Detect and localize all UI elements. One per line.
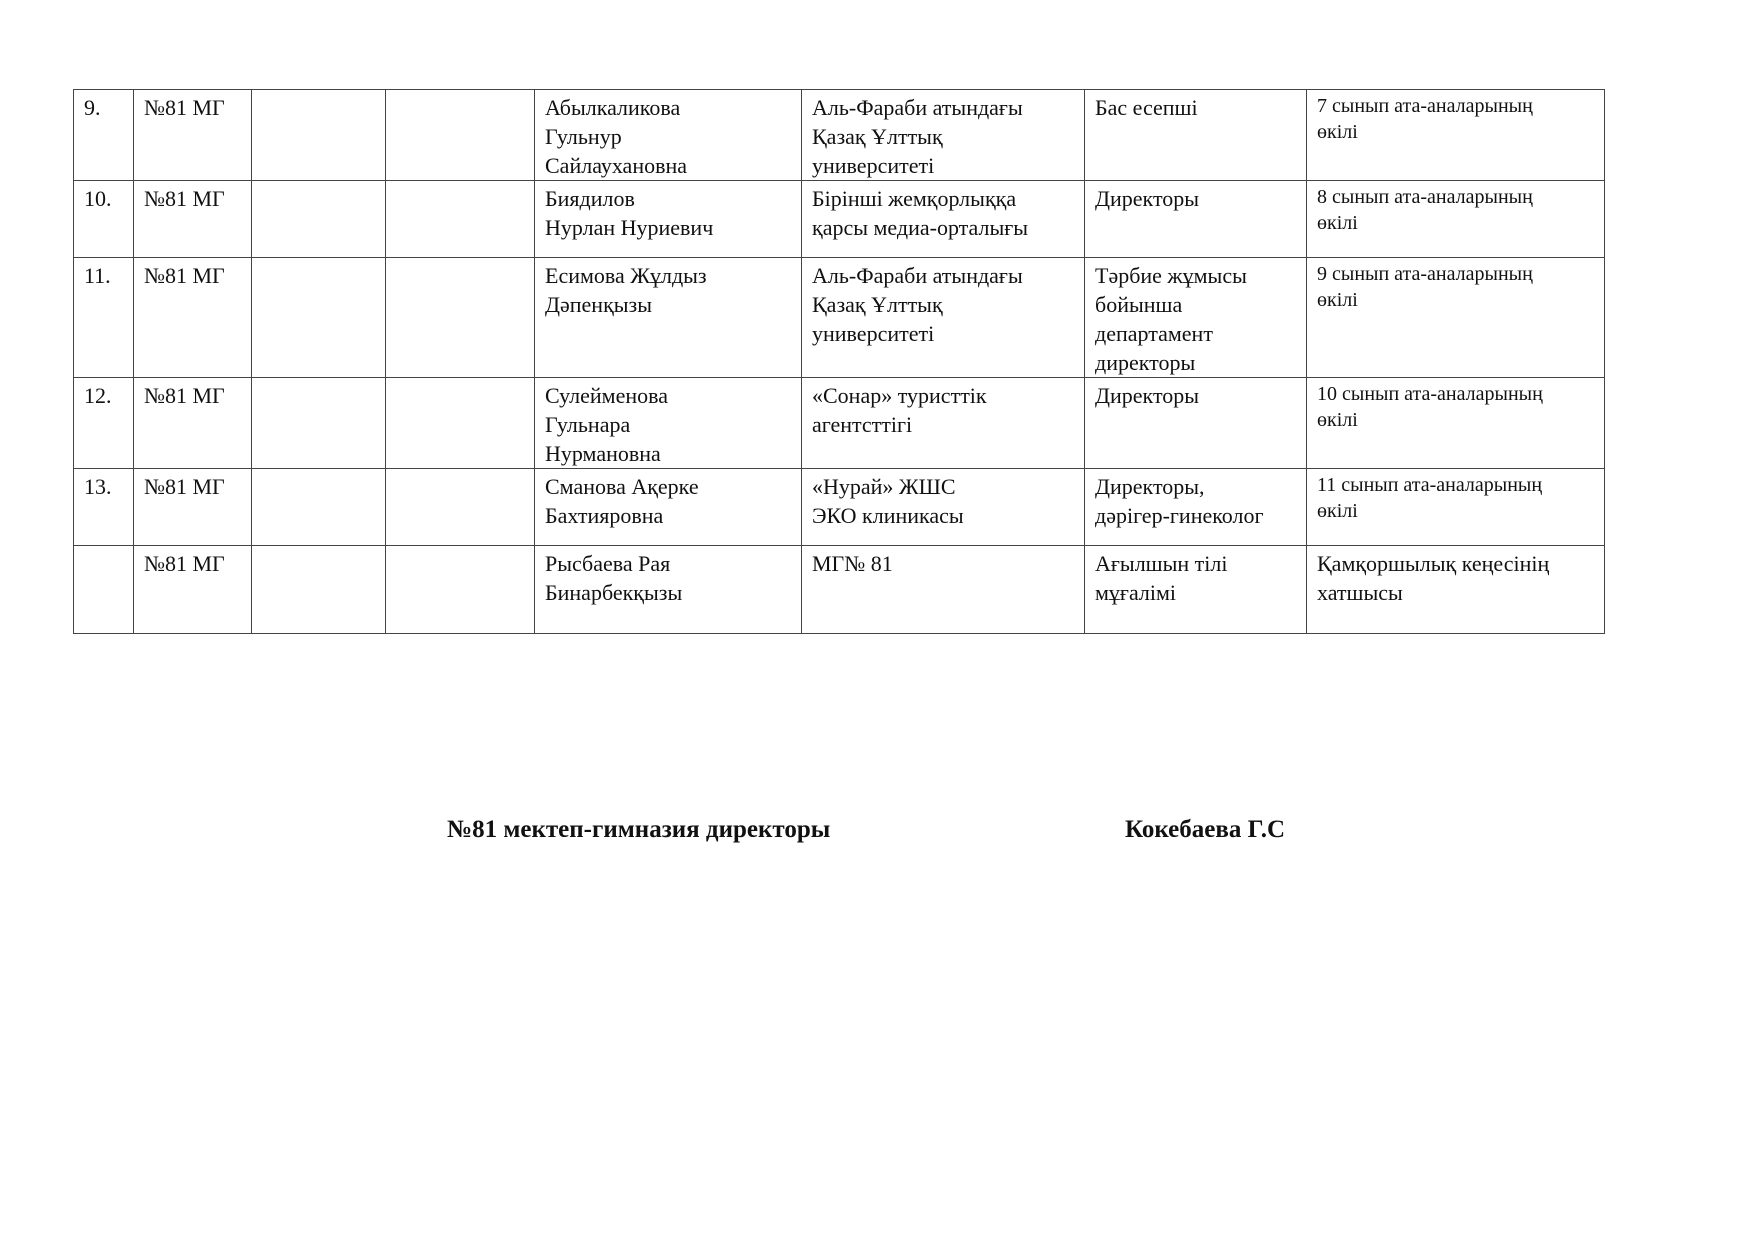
- school-cell: №81 МГ: [134, 181, 252, 258]
- school-cell: №81 МГ: [134, 258, 252, 378]
- row-number-cell: 10.: [74, 181, 134, 258]
- member-name-cell: Сулейменова Гульнара Нурмановна: [535, 378, 802, 469]
- board-role-cell: 9 сынып ата-аналарының өкілі: [1307, 258, 1605, 378]
- board-role-cell: 8 сынып ата-аналарының өкілі: [1307, 181, 1605, 258]
- empty-cell: [386, 258, 535, 378]
- workplace-cell: МГ№ 81: [802, 546, 1085, 634]
- table-row: [74, 90, 1605, 181]
- empty-cell: [386, 469, 535, 546]
- board-role-cell: 11 сынып ата-аналарының өкілі: [1307, 469, 1605, 546]
- signature-title: №81 мектеп-гимназия директоры: [447, 816, 831, 843]
- workplace-cell: «Сонар» туристтік агентсттігі: [802, 378, 1085, 469]
- school-cell: №81 МГ: [134, 469, 252, 546]
- table-row: [74, 546, 1605, 634]
- workplace-cell: Бірінші жемқорлыққа қарсы медиа-орталығы: [802, 181, 1085, 258]
- position-cell: Директоры, дәрігер-гинеколог: [1085, 469, 1307, 546]
- table-row: [74, 258, 1605, 378]
- table-row: [74, 181, 1605, 258]
- member-name-cell: Рысбаева Рая Бинарбекқызы: [535, 546, 802, 634]
- empty-cell: [252, 258, 386, 378]
- empty-cell: [252, 378, 386, 469]
- empty-cell: [386, 181, 535, 258]
- empty-cell: [252, 469, 386, 546]
- position-cell: Ағылшын тілі мұғалімі: [1085, 546, 1307, 634]
- row-number-cell: 13.: [74, 469, 134, 546]
- position-cell: Директоры: [1085, 378, 1307, 469]
- row-number-cell: 12.: [74, 378, 134, 469]
- empty-cell: [252, 546, 386, 634]
- empty-cell: [386, 378, 535, 469]
- board-members-table: [73, 89, 1605, 634]
- empty-cell: [252, 181, 386, 258]
- member-name-cell: Есимова Жұлдыз Дәпенқызы: [535, 258, 802, 378]
- member-name-cell: Биядилов Нурлан Нуриевич: [535, 181, 802, 258]
- row-number-cell: [74, 546, 134, 634]
- member-name-cell: Абылкаликова Гульнур Сайлаухановна: [535, 90, 802, 181]
- school-cell: №81 МГ: [134, 90, 252, 181]
- empty-cell: [386, 546, 535, 634]
- table-body: [74, 90, 1605, 634]
- workplace-cell: «Нурай» ЖШС ЭКО клиникасы: [802, 469, 1085, 546]
- workplace-cell: Аль-Фараби атындағы Қазақ Ұлттық университеті: [802, 90, 1085, 181]
- table-row: [74, 378, 1605, 469]
- row-number-cell: 11.: [74, 258, 134, 378]
- position-cell: Бас есепші: [1085, 90, 1307, 181]
- row-number-cell: 9.: [74, 90, 134, 181]
- signature-name: Кокебаева Г.С: [1125, 816, 1285, 843]
- empty-cell: [386, 90, 535, 181]
- school-cell: №81 МГ: [134, 546, 252, 634]
- table-row: [74, 469, 1605, 546]
- position-cell: Директоры: [1085, 181, 1307, 258]
- board-role-cell: 7 сынып ата-аналарының өкілі: [1307, 90, 1605, 181]
- member-name-cell: Сманова Ақерке Бахтияровна: [535, 469, 802, 546]
- empty-cell: [252, 90, 386, 181]
- board-role-cell: 10 сынып ата-аналарының өкілі: [1307, 378, 1605, 469]
- board-role-cell: Қамқоршылық кеңесінің хатшысы: [1307, 546, 1605, 634]
- position-cell: Тәрбие жұмысы бойынша департамент директоры: [1085, 258, 1307, 378]
- school-cell: №81 МГ: [134, 378, 252, 469]
- workplace-cell: Аль-Фараби атындағы Қазақ Ұлттық университеті: [802, 258, 1085, 378]
